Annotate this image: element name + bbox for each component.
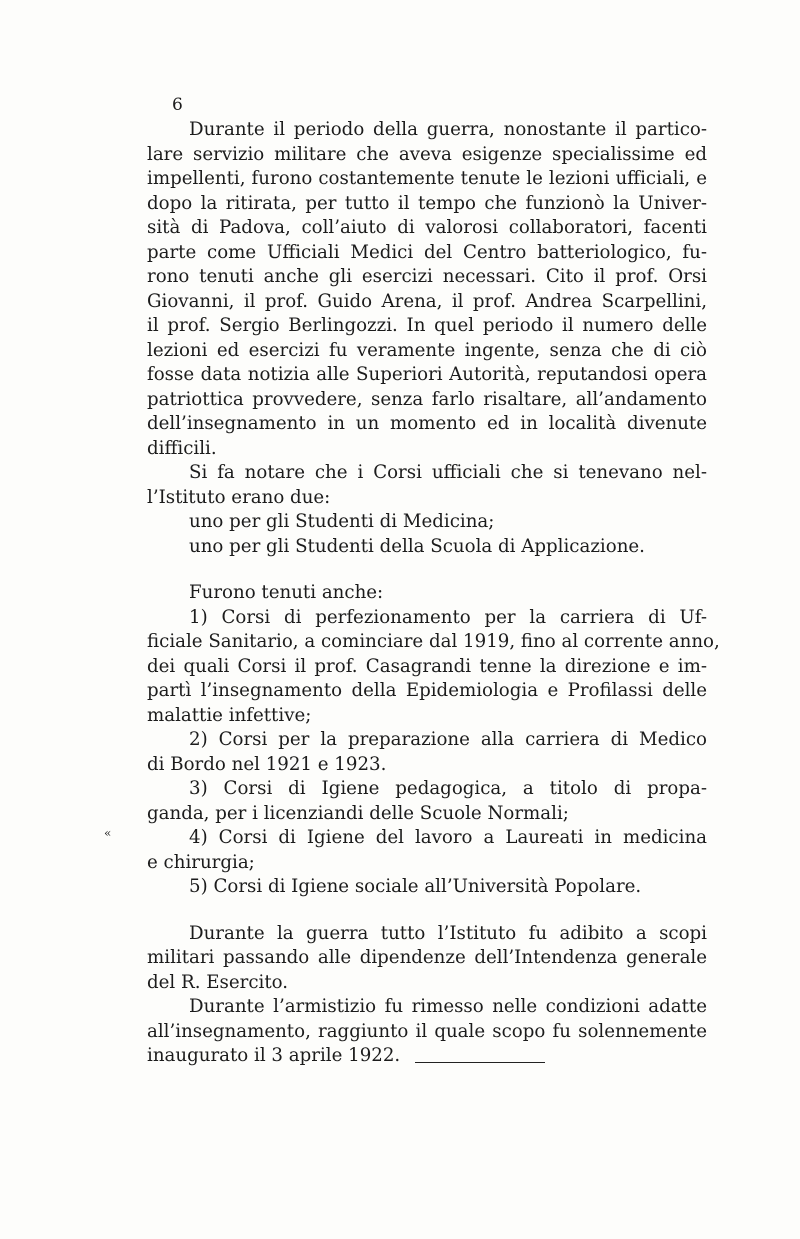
text-line: ganda, per i licenziandi delle Scuole Normali; <box>147 802 569 824</box>
text-line: Si fa notare che i Corsi ufficiali che si tenevano nel- <box>189 462 707 483</box>
text-line: parte come Ufficiali Medici del Centro batteriologico, fu- <box>147 241 707 263</box>
text-line: dell’insegnamento in un momento ed in località divenute <box>147 413 707 434</box>
text-line: ficiale Sanitario, a cominciare dal 1919, fino al corrente anno, <box>147 631 720 652</box>
text-line: Durante la guerra tutto l’Istituto fu adibito a scopi <box>189 922 707 944</box>
text-line: all’insegnamento, raggiunto il quale scopo fu solennemente <box>147 1020 707 1042</box>
text-line: militari passando alle dipendenze dell’Intendenza generale <box>147 947 707 968</box>
text-line: uno per gli Studenti della Scuola di Applicazione. <box>189 535 645 557</box>
text-line: 3) Corsi di Igiene pedagogica, a titolo di propa- <box>189 778 707 799</box>
text-line: sità di Padova, coll’aiuto di valorosi collaboratori, facenti <box>147 217 707 238</box>
text-line: il prof. Sergio Berlingozzi. In quel periodo il numero delle <box>147 315 707 336</box>
closing-rule <box>415 1062 545 1063</box>
text-line: uno per gli Studenti di Medicina; <box>189 511 495 532</box>
text-line: 5) Corsi di Igiene sociale all’Università Popolare. <box>189 876 642 897</box>
text-line: Durante l’armistizio fu rimesso nelle condizioni adatte <box>189 996 707 1017</box>
text-line: l’Istituto erano due: <box>147 486 331 508</box>
page-number: 6 <box>172 95 183 115</box>
text-line: lare servizio militare che aveva esigenze specialissime ed <box>147 143 707 165</box>
text-line: e chirurgia; <box>147 851 255 873</box>
text-line: di Bordo nel 1921 e 1923. <box>147 753 387 775</box>
text-line: patriottica provvedere, senza farlo risaltare, all’andamento <box>147 388 707 410</box>
text-line: partì l’insegnamento della Epidemiologia e Profilassi delle <box>147 680 707 701</box>
text-line: 4) Corsi di Igiene del lavoro a Laureati in medicina <box>189 827 707 848</box>
text-line: fosse data notizia alle Superiori Autorità, reputandosi opera <box>147 364 707 385</box>
text-line: 1) Corsi di perfezionamento per la carriera di Uf- <box>189 606 707 628</box>
text-line: dei quali Corsi il prof. Casagrandi tenne la direzione e im- <box>147 655 707 677</box>
text-line: difficili. <box>147 437 217 459</box>
text-line: dopo la ritirata, per tutto il tempo che funzionò la Univer- <box>147 192 707 214</box>
text-line: del R. Esercito. <box>147 971 289 993</box>
body-text <box>147 118 720 1069</box>
margin-mark: « <box>104 826 112 840</box>
text-line: rono tenuti anche gli esercizi necessari. Cito il prof. Orsi <box>147 266 707 287</box>
text-line: impellenti, furono costantemente tenute le lezioni ufficiali, e <box>147 168 707 189</box>
text-line: Durante il periodo della guerra, nonostante il partico- <box>189 119 707 140</box>
text-line: Furono tenuti anche: <box>189 582 384 603</box>
text-line: lezioni ed esercizi fu veramente ingente, senza che di ciò <box>147 339 707 361</box>
text-line: malattie infettive; <box>147 704 312 726</box>
text-line: Giovanni, il prof. Guido Arena, il prof. Andrea Scarpellini, <box>147 290 707 312</box>
text-line: 2) Corsi per la preparazione alla carriera di Medico <box>189 729 707 750</box>
text-line: inaugurato il 3 aprile 1922. <box>147 1045 401 1066</box>
